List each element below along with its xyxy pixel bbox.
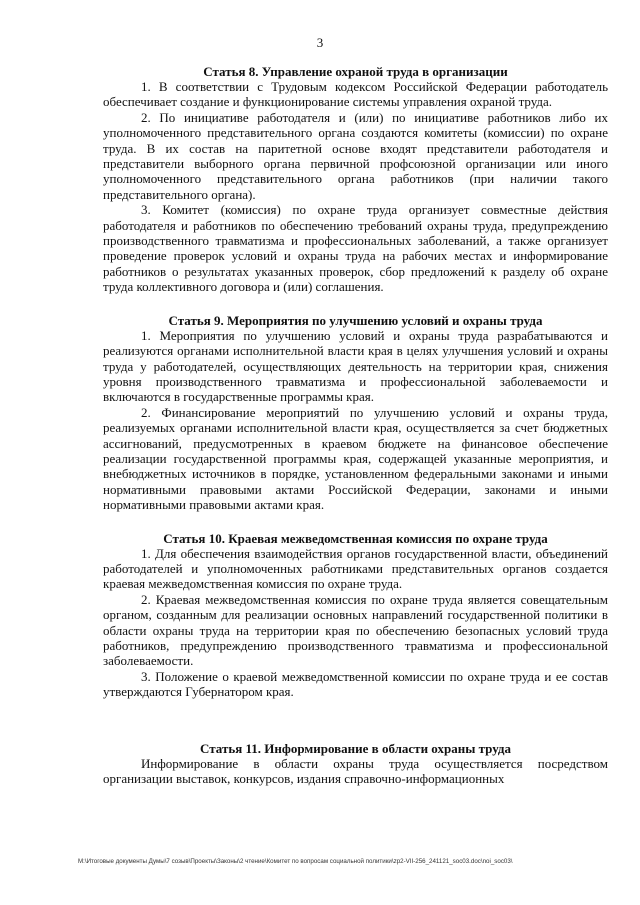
article-10-paragraph-1: 1. Для обеспечения взаимодействия органов государственной власти, объединений работодателей и уполномоченных работниками представительных органов создается краевая межведомственная комиссия по охране труда. bbox=[103, 545, 608, 592]
article-10-title: Статья 10. Краевая межведомственная комиссия по охране труда bbox=[163, 530, 548, 546]
article-8-paragraph-3: 3. Комитет (комиссия) по охране труда организует совместные действия работодателя и работников по обеспечению требований охраны труда, предупреждению производственного травматизма и профессиональных заболеваний, а также организует проведение проверок условий и охраны труда на рабочих местах и информирование работников о результатах указанных проверок, сбор предложений к разделу об охране труда коллективного договора и (или) соглашения. bbox=[103, 202, 608, 295]
footer-file-path: M:\Итоговые документы Думы\7 созыв\Проекты\Законы\2 чтение\Комитет по вопросам социальной политики\zp2-VII-256_241121_soc03.doc\noi_soc03\ bbox=[78, 858, 513, 865]
article-10-paragraph-3: 3. Положение о краевой межведомственной комиссии по охране труда и ее состав утверждаются Губернатором края. bbox=[103, 668, 608, 700]
page-number: 3 bbox=[316, 35, 324, 50]
article-11-paragraph-1: Информирование в области охраны труда осуществляется посредством организации выставок, конкурсов, издания справочно-информационных bbox=[103, 755, 608, 787]
article-8-title: Статья 8. Управление охраной труда в организации bbox=[203, 64, 508, 79]
article-8-paragraph-1: 1. В соответствии с Трудовым кодексом Российской Федерации работодатель обеспечивает создание и функционирование системы управления охраной труда. bbox=[103, 79, 608, 110]
article-11 bbox=[103, 741, 608, 787]
article-9-title: Статья 9. Мероприятия по улучшению условий и охраны труда bbox=[168, 312, 543, 328]
article-11-title: Статья 11. Информирование в области охраны труда bbox=[200, 740, 511, 756]
article-9-paragraph-1: 1. Мероприятия по улучшению условий и охраны труда разрабатываются и реализуются органами исполнительной власти края в целях улучшения условий и охраны труда у работодателей, осуществляющих деятельность на территории края, снижения уровня производственного травматизма и профессиональной заболеваемости и включаются в государственные программы края. bbox=[103, 327, 608, 405]
article-10 bbox=[103, 531, 608, 700]
article-9 bbox=[103, 313, 608, 513]
document-body bbox=[103, 64, 608, 786]
article-8 bbox=[103, 64, 608, 295]
article-10-paragraph-2: 2. Краевая межведомственная комиссия по охране труда является совещательным органом, созданным для реализации основных направлений государственной политики в области охраны труда на территории края по обеспечению безопасных условий труда работников, предупреждению производственного травматизма и профессиональной заболеваемости. bbox=[103, 591, 608, 669]
article-8-paragraph-2: 2. По инициативе работодателя и (или) по инициативе работников либо их уполномоченного представительного органа создаются комитеты (комиссии) по охране труда. В их состав на паритетной основе входят представители работодателя и представители выборного органа первичной профсоюзной организации или иного уполномоченного представительного органа работников (при наличии такого представительного органа). bbox=[103, 109, 608, 202]
article-9-paragraph-2: 2. Финансирование мероприятий по улучшению условий и охраны труда, реализуемых органами исполнительной власти края, осуществляется за счет бюджетных ассигнований, предусмотренных в краевом бюджете на финансовое обеспечение реализации государственной программы края, содержащей указанные мероприятия, и внебюджетных источников в порядке, установленном федеральными законами и иными нормативными правовыми актами Российской Федерации, законами и иными нормативными правовыми актами края. bbox=[103, 404, 608, 513]
